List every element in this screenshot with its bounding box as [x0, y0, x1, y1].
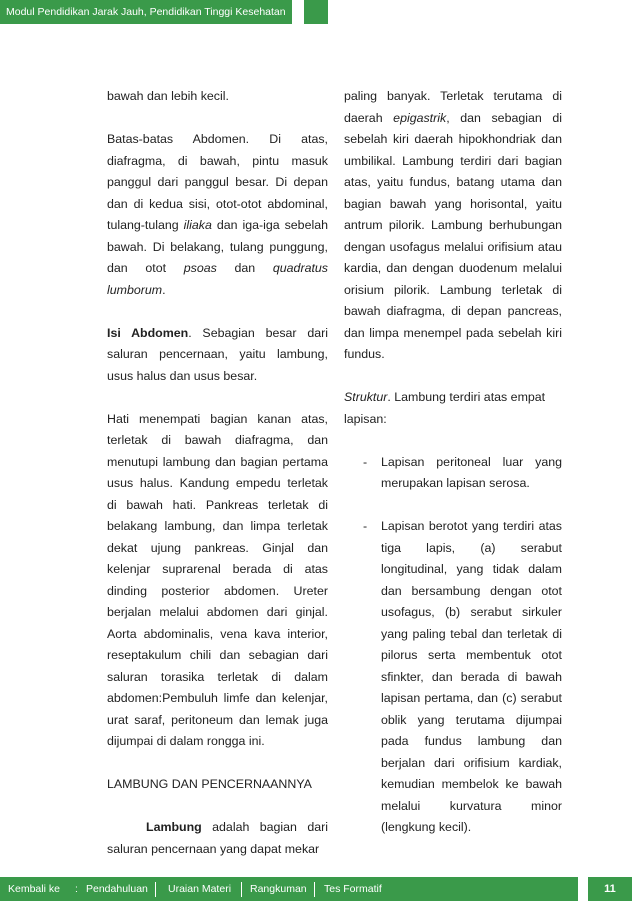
header-bar	[0, 0, 292, 24]
nav-divider	[155, 882, 156, 897]
dash-bullet: -	[363, 519, 368, 533]
header-accent-box	[304, 0, 328, 24]
term-lambung: Lambung	[146, 820, 202, 834]
page-number: 11	[604, 883, 616, 895]
nav-link-rangkuman[interactable]: Rangkuman	[250, 883, 307, 895]
left-paragraph-0: bawah dan lebih kecil.	[107, 89, 229, 103]
nav-link-tes-formatif[interactable]: Tes Formatif	[324, 883, 382, 895]
layer-list	[344, 452, 562, 839]
list-item-text: Lapisan berotot yang terdiri atas tiga lapis, (a) serabut longitudinal, yang tidak dalam dan bersambung dengan otot usofagus, (b) serabut sirkuler yang paling tebal dan terletak di pilorus serta membentuk otot sfinkter, dan berada di bawah lapisan pertama, dan (c) serabut oblik yang terutama dijumpai pada fundus lambung dan berjalan dari orifisium kardiak, kemudian membelok ke bawah melalui kurvatura minor (lengkung kecil).	[381, 519, 562, 834]
list-item	[344, 452, 562, 495]
right-paragraph-location	[344, 86, 562, 366]
nav-divider	[241, 882, 242, 897]
term-struktur: Struktur	[344, 390, 388, 404]
heading-isi-abdomen: Isi Abdomen	[107, 325, 189, 340]
text-run: .	[162, 282, 166, 297]
module-title: Modul Pendidikan Jarak Jauh, Pendidikan Tinggi Kesehatan	[6, 6, 286, 18]
nav-divider	[314, 882, 315, 897]
text-run: paling banyak. Terletak terutama di daerah	[344, 89, 562, 125]
section-heading: LAMBUNG DAN PENCERNAANNYA	[107, 777, 312, 791]
term-epigastrik: epigastrik	[393, 110, 447, 125]
list-item-text: Lapisan peritoneal luar yang merupakan lapisan serosa.	[381, 454, 562, 490]
left-paragraph-boundaries	[107, 129, 328, 301]
term-iliaka: iliaka	[183, 218, 212, 232]
left-paragraph-organs: Hati menempati bagian kanan atas, terletak di bawah diafragma, dan menutupi lambung dan bagian pertama usus halus. Kandung empedu terletak di bawah hati. Pankreas terletak di belakang lambung, dan limpa terletak dekat ujung pankreas. Ginjal dan kelenjar suprarenal berada di atas dinding posterior abdomen. Ureter berjalan melalui abdomen dari ginjal. Aorta abdominalis, vena kava interior, reseptakulum chili dan sebagian dari saluran torasika terletak di dalam abdomen:Pembuluh limfe dan kelenjar, urat saraf, peritoneum dan lemak juga dijumpai di dalam rongga ini.	[107, 411, 328, 748]
text-run: adalah bagian dari saluran pencernaan yang dapat mekar	[107, 820, 328, 856]
left-column	[107, 86, 328, 882]
left-paragraph-contents	[107, 323, 328, 388]
back-colon: :	[75, 883, 78, 895]
right-column	[344, 86, 562, 860]
back-label: Kembali ke	[8, 883, 60, 895]
nav-link-pendahuluan[interactable]: Pendahuluan	[86, 883, 148, 895]
right-paragraph-structure	[344, 387, 562, 430]
nav-link-uraian-materi[interactable]: Uraian Materi	[168, 883, 232, 895]
term-psoas: psoas	[183, 261, 217, 275]
footer-nav-bar	[0, 877, 578, 901]
left-paragraph-lambung	[107, 817, 328, 860]
text-run: Batas-batas Abdomen. Di atas, diafragma, di bawah, pintu masuk panggul dari panggul besar. Di depan dan di kedua sisi, otot-otot abdominal, tulang-tulang	[107, 132, 328, 232]
text-run: , dan sebagian di sebelah kiri daerah hipokhondriak dan umbilikal. Lambung terdiri dari bagian atas, yaitu fundus, batang utama dan bagian bawah yang horisontal, yaitu antrum pilorik. Lambung berhubungan dengan usofagus melalui orifisium atau kardia, dan dengan duodenum melalui orisium pilorik. Lambung terletak di bawah diafragma, di depan pancreas, dan limpa menempel pada sebelah kiri fundus.	[344, 110, 562, 361]
text-run: dan	[216, 261, 273, 275]
page-number-badge	[588, 877, 632, 901]
text-run: dan iga-iga sebelah bawah. Di belakang, tulang punggung, dan otot	[107, 218, 328, 275]
list-item	[344, 516, 562, 839]
term-quadratus: quadratus lumborum	[107, 261, 328, 297]
text-run: . Lambung terdiri atas empat lapisan:	[344, 390, 546, 426]
text-run: . Sebagian besar dari saluran pencernaan, yaitu lambung, usus halus dan usus besar.	[107, 325, 328, 383]
dash-bullet: -	[363, 454, 368, 469]
